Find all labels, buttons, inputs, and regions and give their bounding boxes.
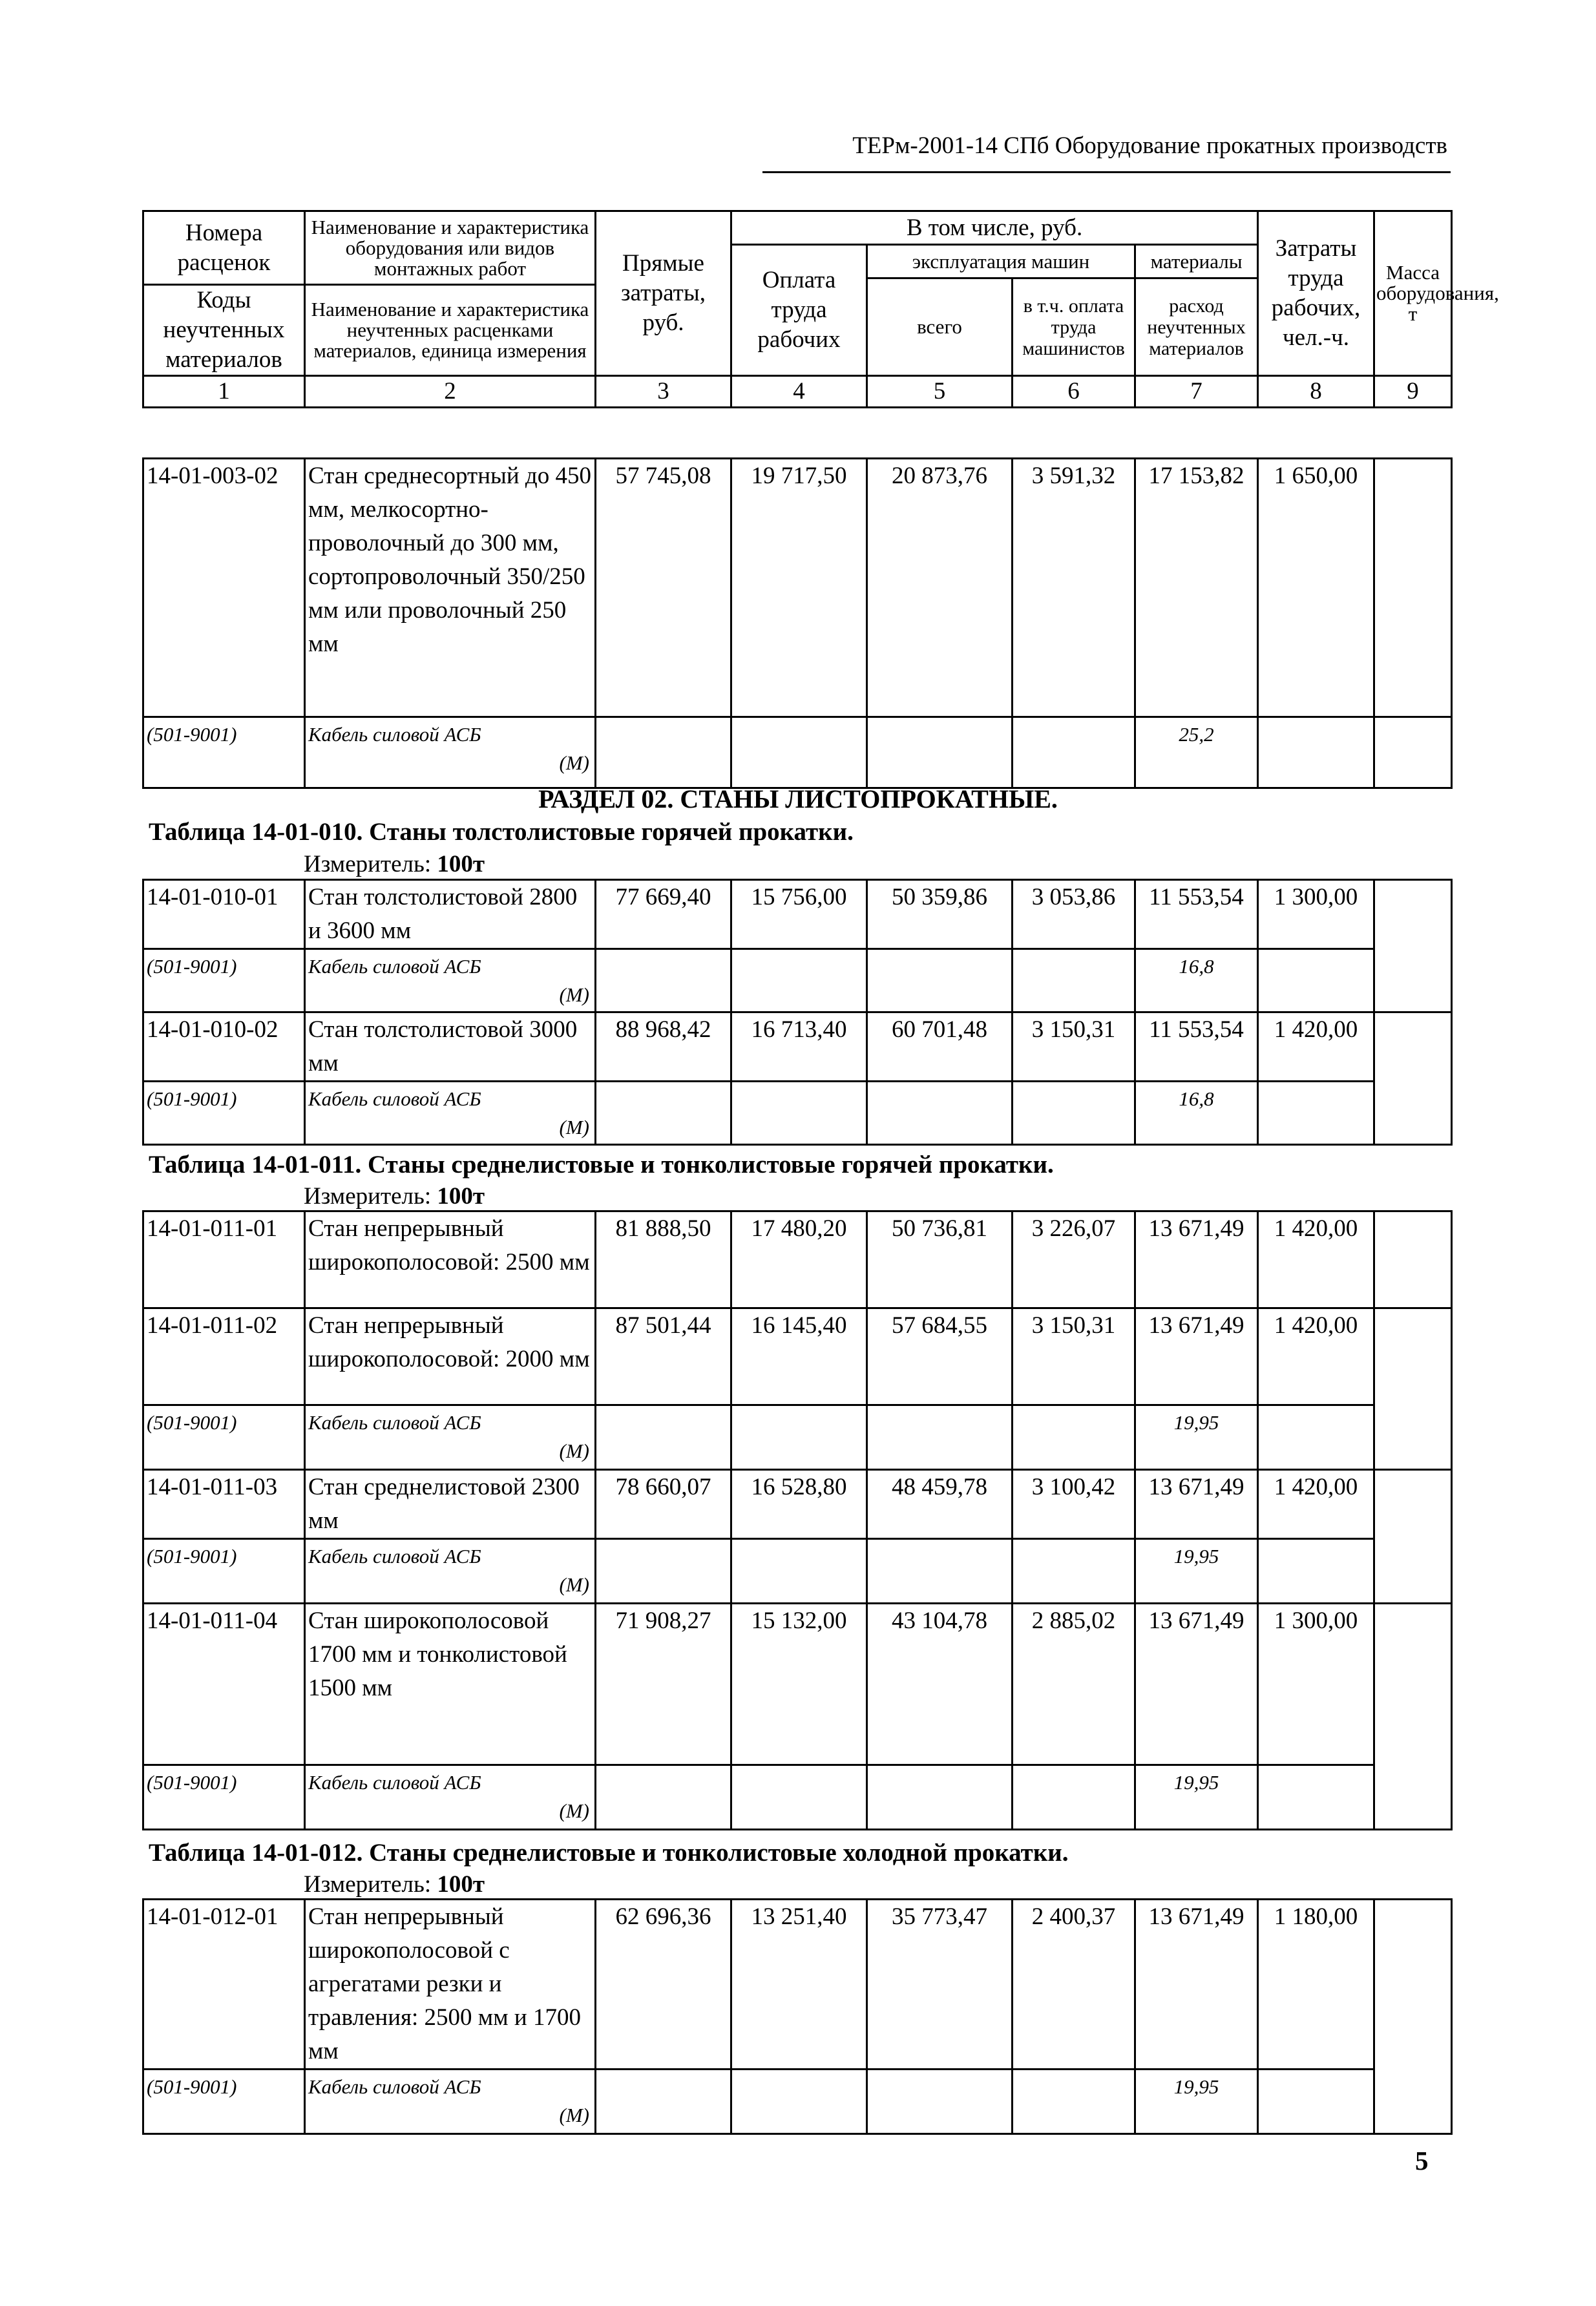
machine-costs: 50 736,81 (867, 1211, 1013, 1308)
rate-name: Стан среднелистовой 2300 мм (305, 1470, 596, 1539)
rate-code: 14-01-011-04 (143, 1604, 305, 1765)
rates-table-010 (142, 879, 1453, 1146)
material-row (143, 1082, 1452, 1145)
section-title: РАЗДЕЛ 02. СТАНЫ ЛИСТОПРОКАТНЫЕ. (538, 784, 1058, 813)
col8-header: Затраты труда рабочих, чел.-ч. (1258, 211, 1374, 376)
direct-costs: 88 968,42 (596, 1012, 731, 1082)
col2-header-top: Наименование и характеристика оборудования или видов монтажных работ (305, 211, 596, 285)
material-code: (501-9001) (143, 1082, 305, 1145)
rate-name: Стан толстолистовой 2800 и 3600 мм (305, 880, 596, 949)
materials-costs: 17 153,82 (1135, 459, 1258, 717)
machine-costs: 60 701,48 (867, 1012, 1013, 1082)
table-010-title: Таблица 14-01-010. Станы толстолистовые горячей прокатки. (149, 818, 854, 846)
unit-mark: (М) (559, 1573, 589, 1596)
material-quantity: 19,95 (1135, 2070, 1258, 2134)
col-number: 9 (1374, 376, 1452, 408)
material-name (305, 1765, 596, 1830)
machines-header: эксплуатация машин (867, 245, 1135, 278)
materials-costs: 13 671,49 (1135, 1900, 1258, 2070)
machine-costs: 50 359,86 (867, 880, 1013, 949)
running-header: ТЕРм-2001-14 СПб Оборудование прокатных производств (852, 132, 1447, 159)
labor-costs: 15 132,00 (731, 1604, 867, 1765)
material-quantity: 19,95 (1135, 1405, 1258, 1470)
material-code: (501-9001) (143, 1539, 305, 1604)
labor-hours: 1 420,00 (1258, 1308, 1374, 1405)
labor-hours: 1 420,00 (1258, 1012, 1374, 1082)
table-row (143, 1211, 1452, 1308)
rate-name: Стан широкополосовой 1700 мм и тонколистовой 1500 мм (305, 1604, 596, 1765)
materials-costs: 13 671,49 (1135, 1308, 1258, 1405)
direct-costs: 81 888,50 (596, 1211, 731, 1308)
labor-hours: 1 420,00 (1258, 1211, 1374, 1308)
col6-header: в т.ч. оплата труда машинистов (1013, 278, 1135, 376)
table-row (143, 1012, 1452, 1082)
materials-costs: 13 671,49 (1135, 1470, 1258, 1539)
rates-table-012 (142, 1898, 1453, 2135)
direct-costs: 71 908,27 (596, 1604, 731, 1765)
page-number: 5 (1415, 2146, 1429, 2175)
machinist-labor: 2 400,37 (1013, 1900, 1135, 2070)
direct-costs: 77 669,40 (596, 880, 731, 949)
material-name (305, 949, 596, 1012)
material-row (143, 2070, 1452, 2134)
material-name (305, 2070, 596, 2134)
materials-costs: 11 553,54 (1135, 1012, 1258, 1082)
col-number: 1 (143, 376, 305, 408)
materials-costs: 13 671,49 (1135, 1211, 1258, 1308)
col5-header: всего (867, 278, 1013, 376)
materials-header: материалы (1135, 245, 1258, 278)
material-code: (501-9001) (143, 2070, 305, 2134)
direct-costs: 78 660,07 (596, 1470, 731, 1539)
material-name-text: Кабель силовой АСБ (308, 723, 481, 746)
material-name (305, 1082, 596, 1145)
header-rule (762, 171, 1451, 173)
material-name (305, 1539, 596, 1604)
col-number: 7 (1135, 376, 1258, 408)
unit-mark: (М) (559, 1116, 589, 1138)
material-name-text: Кабель силовой АСБ (308, 1771, 481, 1794)
labor-costs: 19 717,50 (731, 459, 867, 717)
rates-table-011 (142, 1210, 1453, 1830)
material-name (305, 717, 596, 788)
labor-hours: 1 300,00 (1258, 1604, 1374, 1765)
labor-hours: 1 300,00 (1258, 880, 1374, 949)
rate-code: 14-01-003-02 (143, 459, 305, 717)
table-011-meter (304, 1182, 485, 1210)
material-quantity: 16,8 (1135, 1082, 1258, 1145)
rates-table-003 (142, 457, 1453, 789)
unit-mark: (М) (559, 1440, 589, 1462)
table-row (143, 1900, 1452, 2070)
meter-label: Измеритель: (304, 1183, 432, 1210)
machine-costs: 43 104,78 (867, 1604, 1013, 1765)
rate-name: Стан непрерывный широкополосовой: 2500 мм (305, 1211, 596, 1308)
table-row (143, 1470, 1452, 1539)
machinist-labor: 3 053,86 (1013, 880, 1135, 949)
direct-costs: 87 501,44 (596, 1308, 731, 1405)
direct-costs: 62 696,36 (596, 1900, 731, 2070)
material-code: (501-9001) (143, 717, 305, 788)
machinist-labor: 3 150,31 (1013, 1308, 1135, 1405)
material-quantity: 25,2 (1135, 717, 1258, 788)
col-number: 8 (1258, 376, 1374, 408)
materials-costs: 13 671,49 (1135, 1604, 1258, 1765)
labor-costs: 13 251,40 (731, 1900, 867, 2070)
material-name-text: Кабель силовой АСБ (308, 955, 481, 978)
meter-value: 100т (437, 851, 485, 877)
col-number: 2 (305, 376, 596, 408)
rate-name: Стан непрерывный широкополосовой: 2000 мм (305, 1308, 596, 1405)
rate-name: Стан среднесортный до 450 мм, мелкосортно-проволочный до 300 мм, сортопроволочный 350/250 мм или проволочный 250 мм (305, 459, 596, 717)
labor-hours: 1 420,00 (1258, 1470, 1374, 1539)
machinist-labor: 3 226,07 (1013, 1211, 1135, 1308)
material-name (305, 1405, 596, 1470)
material-quantity: 19,95 (1135, 1539, 1258, 1604)
machinist-labor: 2 885,02 (1013, 1604, 1135, 1765)
direct-costs: 57 745,08 (596, 459, 731, 717)
material-row (143, 949, 1452, 1012)
col7-header: расход неучтенных материалов (1135, 278, 1258, 376)
material-row (143, 1405, 1452, 1470)
col-number: 3 (596, 376, 731, 408)
equipment-mass (1374, 459, 1452, 717)
labor-hours: 1 650,00 (1258, 459, 1374, 717)
table-row (143, 1308, 1452, 1405)
labor-costs: 16 145,40 (731, 1308, 867, 1405)
machine-costs: 57 684,55 (867, 1308, 1013, 1405)
material-code: (501-9001) (143, 1765, 305, 1830)
meter-label: Измеритель: (304, 1871, 432, 1898)
rate-code: 14-01-010-01 (143, 880, 305, 949)
unit-mark: (М) (559, 751, 589, 774)
material-code: (501-9001) (143, 949, 305, 1012)
table-row (143, 1604, 1452, 1765)
meter-value: 100т (437, 1871, 485, 1898)
col1-header-bottom: Коды неучтенных материалов (143, 285, 305, 376)
meter-value: 100т (437, 1183, 485, 1210)
column-header-table (142, 210, 1499, 408)
col-number: 6 (1013, 376, 1135, 408)
col-number: 5 (867, 376, 1013, 408)
labor-costs: 16 528,80 (731, 1470, 867, 1539)
table-012-title: Таблица 14-01-012. Станы среднелистовые и тонколистовые холодной прокатки. (149, 1839, 1069, 1867)
materials-costs: 11 553,54 (1135, 880, 1258, 949)
material-name-text: Кабель силовой АСБ (308, 1087, 481, 1110)
machine-costs: 48 459,78 (867, 1470, 1013, 1539)
col-number: 4 (731, 376, 867, 408)
machine-costs: 35 773,47 (867, 1900, 1013, 2070)
machinist-labor: 3 591,32 (1013, 459, 1135, 717)
col2-header-bottom: Наименование и характеристика неучтенных расценками материалов, единица измерения (305, 285, 596, 376)
unit-mark: (М) (559, 2104, 589, 2126)
rate-code: 14-01-012-01 (143, 1900, 305, 2070)
rate-code: 14-01-011-01 (143, 1211, 305, 1308)
rate-name: Стан непрерывный широкополосовой с агрегатами резки и травления: 2500 мм и 1700 мм (305, 1900, 596, 2070)
material-row (143, 717, 1452, 788)
material-code: (501-9001) (143, 1405, 305, 1470)
table-010-meter (304, 850, 485, 878)
col9-header: Масса оборудования, т (1374, 211, 1452, 376)
rate-name: Стан толстолистовой 3000 мм (305, 1012, 596, 1082)
rate-code: 14-01-011-03 (143, 1470, 305, 1539)
rate-code: 14-01-010-02 (143, 1012, 305, 1082)
material-name-text: Кабель силовой АСБ (308, 1411, 481, 1434)
labor-costs: 15 756,00 (731, 880, 867, 949)
machinist-labor: 3 100,42 (1013, 1470, 1135, 1539)
material-name-text: Кабель силовой АСБ (308, 2075, 481, 2098)
material-quantity: 16,8 (1135, 949, 1258, 1012)
col4-header: Оплата труда рабочих (731, 245, 867, 376)
material-quantity: 19,95 (1135, 1765, 1258, 1830)
meter-label: Измеритель: (304, 851, 432, 877)
labor-hours: 1 180,00 (1258, 1900, 1374, 2070)
labor-costs: 17 480,20 (731, 1211, 867, 1308)
machine-costs: 20 873,76 (867, 459, 1013, 717)
labor-costs: 16 713,40 (731, 1012, 867, 1082)
table-row (143, 880, 1452, 949)
table-row (143, 459, 1452, 717)
material-row (143, 1539, 1452, 1604)
table-011-title: Таблица 14-01-011. Станы среднелистовые и тонколистовые горячей прокатки. (149, 1151, 1054, 1179)
rate-code: 14-01-011-02 (143, 1308, 305, 1405)
col1-header-top: Номера расценок (143, 211, 305, 285)
col3-header: Прямые затраты, руб. (596, 211, 731, 376)
material-row (143, 1765, 1452, 1830)
unit-mark: (М) (559, 1799, 589, 1822)
table-012-meter (304, 1871, 485, 1898)
group-header: В том числе, руб. (731, 211, 1258, 245)
unit-mark: (М) (559, 983, 589, 1006)
material-name-text: Кабель силовой АСБ (308, 1545, 481, 1567)
machinist-labor: 3 150,31 (1013, 1012, 1135, 1082)
